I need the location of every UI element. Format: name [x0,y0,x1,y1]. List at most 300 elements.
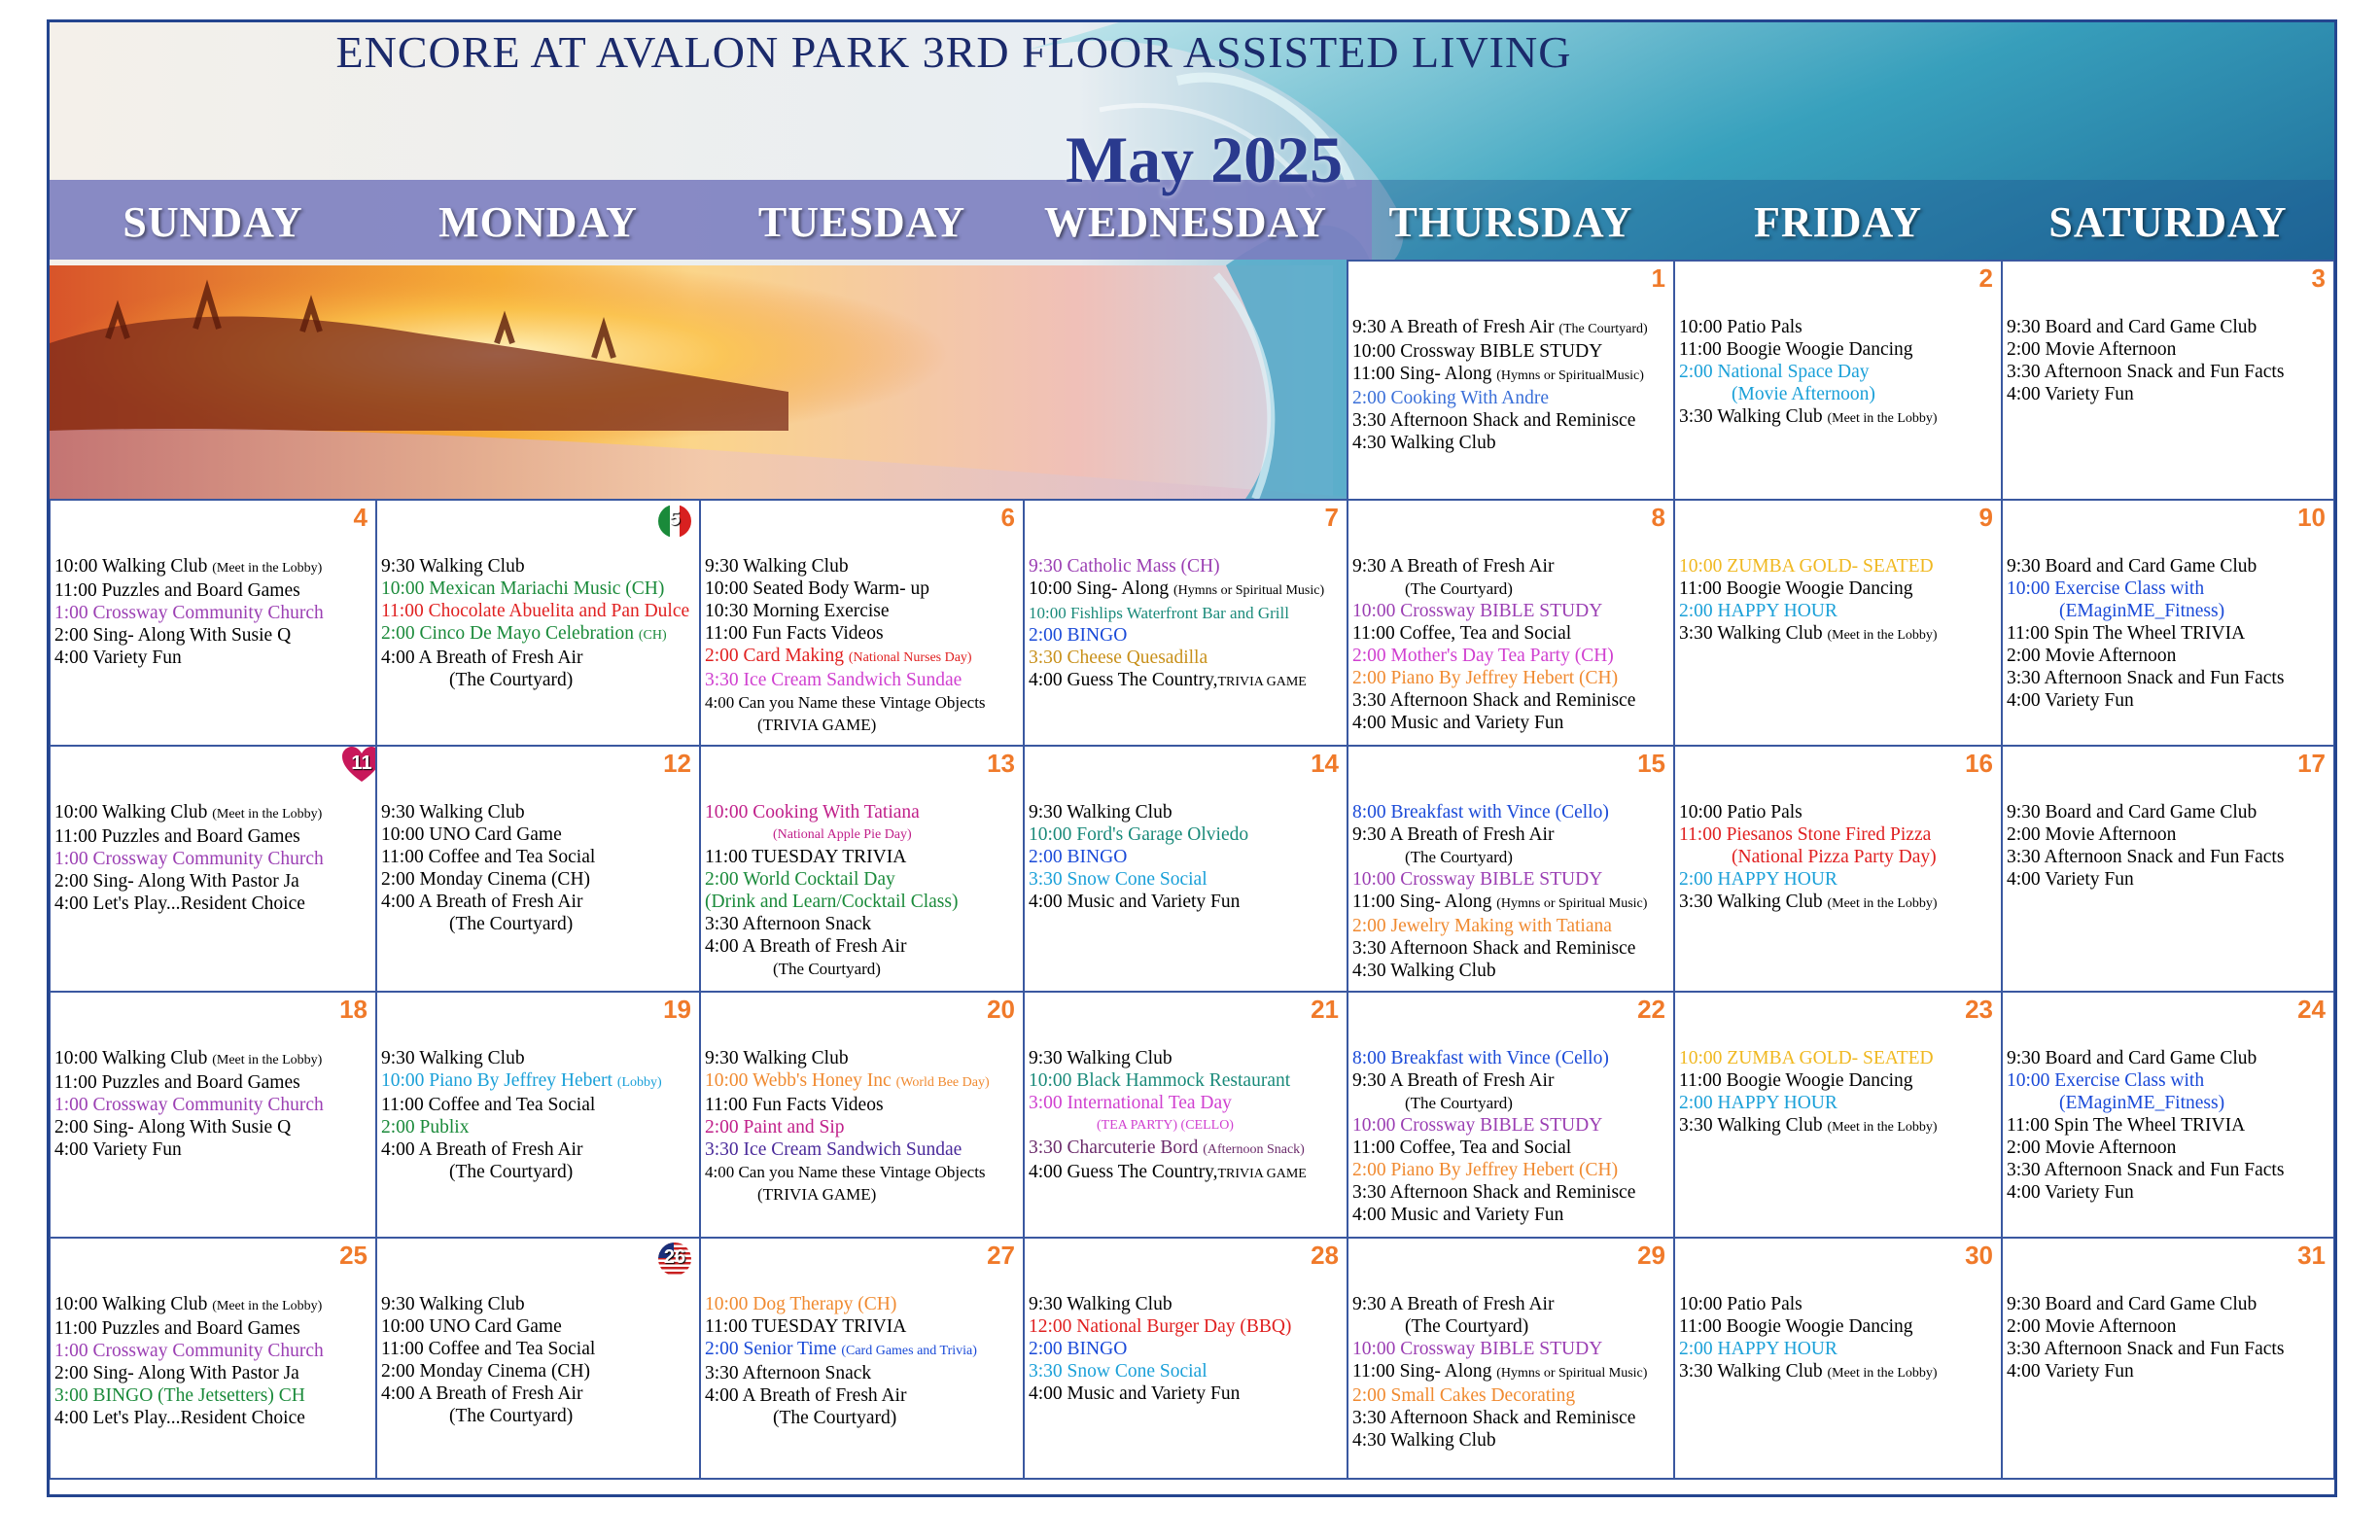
event-note: (World Bee Day) [895,1075,990,1090]
event-text: 3:30 Afternoon Shack and Reminisce [1352,1408,1636,1428]
event-item [1352,578,1671,600]
event-item [1679,801,1999,823]
event-text: 9:30 Board and Card Game Club [2007,1048,2258,1068]
event-text: (National Apple Pie Day) [773,827,912,842]
event-item [2007,1338,2331,1360]
event-note: (Meet in the Lobby) [1827,1120,1938,1135]
day-cell-5 [375,499,701,747]
event-item [705,868,1021,891]
usa-flag-icon [658,1242,691,1276]
event-item [1029,555,1345,578]
event-text: 11:00 Coffee and Tea Social [381,847,596,867]
event-item [705,1183,1021,1206]
event-item [381,801,697,823]
day-cell-19 [375,991,701,1239]
event-text: 2:00 HAPPY HOUR [1679,1339,1838,1359]
event-text: 3:30 Snow Cone Social [1029,1361,1208,1382]
day-number: 9 [1978,503,1993,532]
event-text: 4:00 Music and Variety Fun [1029,1383,1241,1404]
event-text: (The Courtyard) [1405,848,1513,866]
event-item [1029,578,1345,602]
event-item [705,600,1021,622]
event-item [381,600,697,622]
event-item [54,870,373,892]
event-text: 4:00 A Breath of Fresh Air [705,1385,907,1406]
day-number: 14 [1311,749,1339,778]
day-cell-8 [1347,499,1675,747]
event-text: 3:30 Walking Club [1679,406,1828,427]
event-list [1352,316,1671,454]
event-item [1352,960,1671,982]
event-text: 4:00 Can you Name these Vintage Objects [705,693,986,712]
event-note: (Lobby) [616,1075,662,1090]
event-item [1352,1114,1671,1137]
day-number: 17 [2297,749,2326,778]
event-item [54,892,373,915]
event-text: 2:00 World Cocktail Day [705,869,895,890]
event-text: 11:00 Coffee and Tea Social [381,1339,596,1359]
event-text: 10:00 Dog Therapy (CH) [705,1294,897,1314]
event-text: 4:00 A Breath of Fresh Air [381,1139,583,1160]
event-item [54,1116,373,1138]
event-item [1352,1204,1671,1226]
event-item [1352,1315,1671,1338]
event-item [1352,712,1671,734]
day-cell-22 [1347,991,1675,1239]
event-item [1029,891,1345,913]
event-text: 10:00 Walking Club [54,1048,213,1068]
event-item [2007,1092,2331,1114]
event-item [1352,1069,1671,1092]
day-number: 13 [987,749,1015,778]
event-text: 9:30 A Breath of Fresh Air [1352,824,1555,845]
weekday-friday: FRIDAY [1753,198,1923,246]
event-text: 11:00 Sing- Along [1352,1361,1497,1382]
event-item [381,1047,697,1069]
event-text: 3:30 Afternoon Shack and Reminisce [1352,938,1636,959]
event-item [381,1094,697,1116]
event-item [2007,846,2331,868]
event-text: 10:00 Seated Body Warm- up [705,578,929,599]
event-text: 2:00 HAPPY HOUR [1679,1093,1838,1113]
day-number: 6 [1000,503,1015,532]
event-item [2007,1293,2331,1315]
weekday-tuesday: TUESDAY [757,198,966,246]
event-text: (The Courtyard) [773,1408,897,1428]
event-text: 2:00 Piano By Jeffrey Hebert (CH) [1352,1160,1619,1180]
event-text: 10:00 ZUMBA GOLD- SEATED [1679,556,1934,577]
event-item [705,891,1021,913]
day-cell-1 [1347,260,1675,501]
event-list [54,801,373,915]
event-text: 3:30 Afternoon Snack [705,914,872,934]
day-number: 21 [1311,995,1339,1024]
day-cell-28 [1023,1237,1348,1480]
event-text: (National Pizza Party Day) [1732,847,1937,867]
event-item [1029,868,1345,891]
event-item [2007,823,2331,846]
event-text: 11:00 Boogie Woogie Dancing [1679,1070,1913,1091]
event-text: 11:00 Puzzles and Board Games [54,1072,300,1093]
event-item [705,1116,1021,1138]
event-item [705,935,1021,958]
event-text: 9:30 Walking Club [381,556,525,577]
event-item [705,622,1021,645]
event-item [1679,405,1999,430]
day-cell-25 [49,1237,377,1480]
event-item [1029,1360,1345,1382]
event-item [1029,669,1345,693]
day-cell-7 [1023,499,1348,747]
event-text: 10:00 Walking Club [54,1294,213,1314]
day-cell-2 [1673,260,2003,501]
event-item [705,1338,1021,1362]
event-item [1352,1384,1671,1407]
event-item [54,1340,373,1362]
event-item [54,579,373,602]
day-number: 29 [1637,1241,1665,1270]
event-text: 12:00 National Burger Day (BBQ) [1029,1316,1292,1337]
day-number: 19 [663,995,691,1024]
event-text: (TRIVIA GAME) [757,716,877,734]
day-cell-17 [2001,745,2335,993]
event-item [2007,338,2331,361]
event-item [1352,363,1671,387]
event-text: 11:00 Sing- Along [1352,364,1497,384]
event-text: 11:00 Coffee, Tea and Social [1352,1138,1572,1158]
event-note: (Card Games and Trivia) [841,1344,977,1358]
event-list [1029,1047,1345,1185]
event-item [2007,361,2331,383]
event-note: (Hymns or SpiritualMusic) [1496,368,1644,383]
event-item [1352,1407,1671,1429]
event-text: 10:00 Sing- Along [1029,578,1173,599]
day-cell-13 [699,745,1025,993]
event-text: 4:00 Variety Fun [54,648,182,668]
event-text: 11:00 Spin The Wheel TRIVIA [2007,623,2246,644]
event-note: (Hymns or Spiritual Music) [1172,583,1325,598]
event-text: 10:00 Crossway BIBLE STUDY [1352,1115,1603,1136]
event-item [2007,645,2331,667]
day-number: 10 [2297,503,2326,532]
event-item [1679,622,1999,647]
event-item [705,555,1021,578]
event-text: 2:00 BINGO [1029,625,1128,646]
event-note: (Meet in the Lobby) [212,1053,323,1068]
event-item [2007,555,2331,578]
event-item [1352,1429,1671,1452]
event-item [1679,361,1999,383]
event-text: 2:00 Movie Afternoon [2007,1316,2177,1337]
event-text: 11:00 Boogie Woogie Dancing [1679,339,1913,360]
event-item [381,823,697,846]
event-item [54,825,373,848]
event-text: 10:30 Morning Exercise [705,601,890,621]
event-text: 3:30 Charcuterie Bord [1029,1138,1204,1158]
event-text: 2:00 Mother's Day Tea Party (CH) [1352,646,1614,666]
event-text: 10:00 Fishlips Waterfront Bar and Grill [1029,604,1289,622]
event-item [1352,891,1671,915]
event-item [1029,1382,1345,1405]
event-note: (The Courtyard) [1558,322,1648,336]
event-item [1029,823,1345,846]
day-number: 7 [1324,503,1339,532]
event-text: 10:00 Black Hammock Restaurant [1029,1070,1291,1091]
event-text: 2:00 Monday Cinema (CH) [381,869,591,890]
event-item [2007,1315,2331,1338]
event-item [2007,689,2331,712]
event-text: 4:00 A Breath of Fresh Air [381,892,583,912]
weekday-sunday: SUNDAY [122,198,303,246]
event-item [1029,1069,1345,1092]
event-item [381,578,697,600]
weekday-thursday: THURSDAY [1388,198,1633,246]
event-item [1029,1047,1345,1069]
event-text: (The Courtyard) [449,1406,574,1426]
day-cell-9 [1673,499,2003,747]
event-item [381,846,697,868]
day-cell-29 [1347,1237,1675,1480]
event-text: (The Courtyard) [1405,1094,1513,1112]
event-item [705,958,1021,980]
event-note: (Meet in the Lobby) [1827,628,1938,643]
event-text: 11:00 Puzzles and Board Games [54,1318,300,1339]
event-text: 2:00 Publix [381,1117,470,1138]
day-number: 20 [987,995,1015,1024]
event-text: 2:00 Jewelry Making with Tatiana [1352,916,1612,936]
month-title: May 2025 [1066,122,1344,196]
event-text: (The Courtyard) [1405,1316,1529,1337]
event-item [1679,1315,1999,1338]
event-item [1679,891,1999,915]
event-item [54,624,373,647]
event-text: 4:00 Variety Fun [2007,384,2134,404]
event-text: 3:00 International Tea Day [1029,1093,1232,1113]
event-text: 8:00 Breakfast with Vince (Cello) [1352,802,1609,822]
event-item [1352,340,1671,363]
event-text: 10:00 Exercise Class with [2007,1070,2205,1091]
day-cell-3 [2001,260,2335,501]
event-text: 4:00 Let's Play...Resident Choice [54,893,305,914]
event-text: 4:00 Guess The Country, [1029,670,1218,690]
event-text: (The Courtyard) [1405,579,1513,598]
event-text: 2:00 Movie Afternoon [2007,646,2177,666]
weekday-monday: MONDAY [438,198,638,246]
event-text: 4:00 A Breath of Fresh Air [381,1383,583,1404]
event-text: 11:00 Puzzles and Board Games [54,826,300,847]
event-item [1352,801,1671,823]
day-number: 15 [1637,749,1665,778]
event-item [1679,1114,1999,1138]
event-item [1679,578,1999,600]
day-cell-21 [1023,991,1348,1239]
event-text: 8:00 Breakfast with Vince (Cello) [1352,1048,1609,1068]
event-note: (Meet in the Lobby) [212,807,323,822]
event-item [1352,600,1671,622]
event-item [1679,1293,1999,1315]
event-item [1352,667,1671,689]
event-item [705,691,1021,714]
event-item [1352,1047,1671,1069]
event-text: 10:00 Ford's Garage Olviedo [1029,824,1249,845]
day-number: 25 [339,1241,368,1270]
event-text: 11:00 Sing- Along [1352,892,1497,912]
day-cell-11 [49,745,377,993]
event-item [1029,602,1345,624]
event-item [1352,1092,1671,1114]
event-text: 3:30 Afternoon Shack and Reminisce [1352,1182,1636,1203]
event-text: (EMaginME_Fitness) [2059,1093,2225,1113]
day-cell-16 [1673,745,2003,993]
event-item [705,714,1021,736]
event-item [1029,1338,1345,1360]
day-cell-31 [2001,1237,2335,1480]
event-item [2007,1137,2331,1159]
event-item [2007,578,2331,600]
event-text: 2:00 Sing- Along With Pastor Ja [54,871,299,892]
event-item [54,1317,373,1340]
event-text: 9:30 Walking Club [381,1294,525,1314]
event-text: 11:00 Coffee, Tea and Social [1352,623,1572,644]
event-list [2007,316,2331,405]
event-list [1352,555,1671,734]
event-item [54,1094,373,1116]
event-list [381,1293,697,1427]
event-text: (TRIVIA GAME) [757,1185,877,1204]
day-number: 12 [663,749,691,778]
event-list [1029,1293,1345,1405]
event-item [381,913,697,935]
event-item [1029,1114,1345,1137]
day-cell-27 [699,1237,1025,1480]
event-text: 1:00 Crossway Community Church [54,603,324,623]
event-item [1352,1338,1671,1360]
event-text: 4:00 Variety Fun [2007,869,2134,890]
event-item [54,1071,373,1094]
event-text: 10:00 UNO Card Game [381,1316,562,1337]
day-cell-14 [1023,745,1348,993]
event-note: (Meet in the Lobby) [1827,411,1938,426]
event-list [1352,801,1671,982]
event-text: 3:30 Afternoon Shack and Reminisce [1352,410,1636,431]
event-text: 9:30 A Breath of Fresh Air [1352,1070,1555,1091]
event-item [2007,801,2331,823]
event-text: 11:00 Piesanos Stone Fired Pizza [1679,824,1932,845]
event-item [1679,600,1999,622]
event-item [1352,387,1671,409]
day-cell-18 [49,991,377,1239]
event-item [1029,1137,1345,1161]
event-item [54,602,373,624]
event-list [705,1047,1021,1206]
event-item [1679,846,1999,868]
weekday-saturday: SATURDAY [2048,198,2288,246]
event-item [54,1138,373,1161]
day-cell-26 [375,1237,701,1480]
event-item [705,578,1021,600]
event-text: 4:00 Variety Fun [54,1139,182,1160]
event-text: 9:30 Catholic Mass (CH) [1029,556,1220,577]
event-item [705,645,1021,669]
event-list [2007,555,2331,712]
event-item [705,913,1021,935]
event-text: 4:00 Variety Fun [2007,690,2134,711]
event-text: 4:00 A Breath of Fresh Air [705,936,907,957]
event-item [381,891,697,913]
event-list [1029,555,1345,693]
day-number: 26 [663,1246,686,1268]
event-text: 2:00 Cooking With Andre [1352,388,1549,408]
event-item [54,848,373,870]
event-list [1352,1293,1671,1452]
event-item [1679,823,1999,846]
event-list [2007,801,2331,891]
event-text: 2:00 Sing- Along With Susie Q [54,1117,292,1138]
day-number: 23 [1965,995,1993,1024]
event-note: (Meet in the Lobby) [1827,896,1938,911]
event-text: (The Courtyard) [449,914,574,934]
day-cell-24 [2001,991,2335,1239]
event-text: 4:00 Variety Fun [2007,1361,2134,1382]
event-text: 3:30 Afternoon Shack and Reminisce [1352,690,1636,711]
event-item [1679,338,1999,361]
event-text: 11:00 Chocolate Abuelita and Pan Dulce [381,601,690,621]
event-text: 9:30 Walking Club [381,1048,525,1068]
event-item [381,1069,697,1094]
event-text: 9:30 Board and Card Game Club [2007,1294,2258,1314]
event-item [705,669,1021,691]
event-text: 2:00 BINGO [1029,1339,1128,1359]
weekday-wednesday: WEDNESDAY [1043,198,1327,246]
event-text: 1:00 Crossway Community Church [54,849,324,869]
event-note: (Meet in the Lobby) [212,1299,323,1313]
event-item [1029,846,1345,868]
event-text: 3:30 Walking Club [1679,1361,1828,1382]
event-item [54,1362,373,1384]
event-text: 10:00 Walking Club [54,556,213,577]
event-item [1679,1092,1999,1114]
event-text: 4:00 Variety Fun [2007,1182,2134,1203]
event-text: (Movie Afternoon) [1732,384,1875,404]
event-text: 9:30 Walking Club [1029,802,1172,822]
event-text: (The Courtyard) [773,960,881,978]
event-item [54,555,373,579]
event-text: 9:30 Walking Club [705,1048,849,1068]
event-item [1352,316,1671,340]
event-text: 11:00 Boogie Woogie Dancing [1679,1316,1913,1337]
event-item [1679,555,1999,578]
event-item [1029,1092,1345,1114]
event-item [705,846,1021,868]
event-list [54,1293,373,1429]
event-item [705,1407,1021,1429]
event-note: (CH) [638,628,667,643]
event-item [381,1382,697,1405]
event-item [1679,383,1999,405]
event-text: 9:30 A Breath of Fresh Air [1352,556,1555,577]
event-item [2007,1114,2331,1137]
day-number: 24 [2297,995,2326,1024]
day-number: 1 [1651,263,1665,293]
event-item [54,1407,373,1429]
event-text: 3:30 Afternoon Snack [705,1363,872,1383]
event-item [1029,1315,1345,1338]
event-text: 10:00 Walking Club [54,802,213,822]
event-item [381,622,697,647]
event-item [1029,647,1345,669]
event-item [1352,823,1671,846]
event-list [705,801,1021,980]
